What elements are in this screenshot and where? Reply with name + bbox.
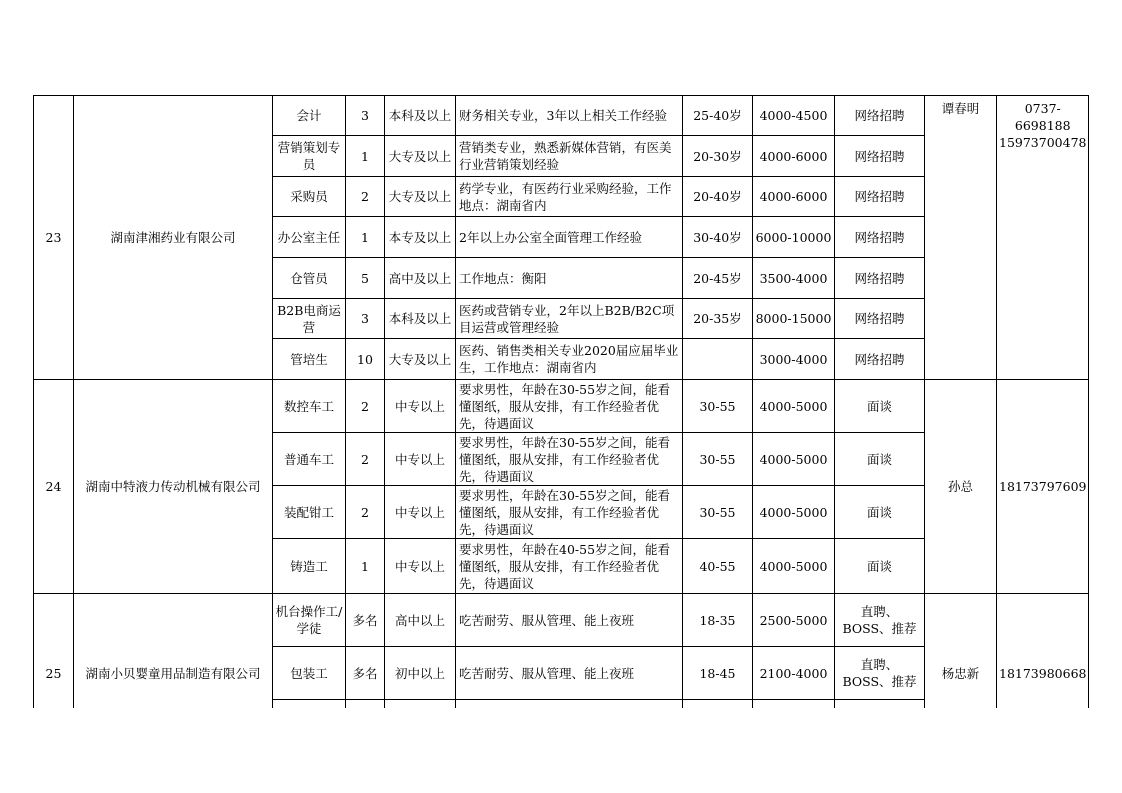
phone-line: 18173980668 [999, 665, 1087, 681]
job-salary: 4000-4500 [753, 96, 835, 136]
job-education: 初中以上 [385, 647, 456, 700]
job-position: 数控车工 [273, 380, 346, 433]
job-count: 10 [346, 339, 385, 380]
job-salary: 8000-15000 [753, 299, 835, 339]
job-channel: 直聘、BOSS、推荐 [835, 647, 925, 700]
job-education: 中专以上 [385, 486, 456, 539]
job-requirement: 要求男性，年龄在30-55岁之间，能看懂图纸，服从安排，有工作经验者优先，待遇面议 [456, 486, 683, 539]
job-requirement [456, 700, 683, 709]
job-salary: 4000-5000 [753, 539, 835, 594]
job-education: 本科及以上 [385, 96, 456, 136]
job-education: 大专及以上 [385, 177, 456, 217]
job-count: 1 [346, 217, 385, 258]
phone-line: 0737-6698188 [1014, 101, 1071, 133]
company-name: 湖南小贝婴童用品制造有限公司 [74, 594, 273, 709]
job-channel: 网络招聘 [835, 217, 925, 258]
job-requirement: 工作地点：衡阳 [456, 258, 683, 299]
job-position: 管培生 [273, 339, 346, 380]
job-education: 高中及以上 [385, 258, 456, 299]
table-row [34, 96, 1089, 136]
job-requirement: 要求男性，年龄在30-55岁之间，能看懂图纸，服从安排，有工作经验者优先，待遇面议 [456, 380, 683, 433]
job-position: 采购员 [273, 177, 346, 217]
job-channel: 网络招聘 [835, 177, 925, 217]
job-count: 3 [346, 96, 385, 136]
job-education: 大专及以上 [385, 136, 456, 177]
job-count [346, 700, 385, 709]
job-requirement: 要求男性，年龄在40-55岁之间，能看懂图纸，服从安排，有工作经验者优先，待遇面议 [456, 539, 683, 594]
job-salary: 6000-10000 [753, 217, 835, 258]
job-age [683, 700, 753, 709]
job-salary: 3500-4000 [753, 258, 835, 299]
job-channel: 网络招聘 [835, 299, 925, 339]
job-age [683, 339, 753, 380]
job-salary: 4000-6000 [753, 136, 835, 177]
company-number: 23 [34, 96, 74, 380]
job-salary: 2100-4000 [753, 647, 835, 700]
job-education: 中专以上 [385, 380, 456, 433]
contact-person: 谭春明 [925, 96, 997, 380]
job-age: 30-55 [683, 486, 753, 539]
job-age: 25-40岁 [683, 96, 753, 136]
job-channel: 网络招聘 [835, 339, 925, 380]
job-channel: 面谈 [835, 486, 925, 539]
job-position: 机台操作工/学徒 [273, 594, 346, 647]
job-requirement: 吃苦耐劳、服从管理、能上夜班 [456, 647, 683, 700]
job-channel: 网络招聘 [835, 136, 925, 177]
job-requirement: 营销类专业，熟悉新媒体营销，有医美行业营销策划经验 [456, 136, 683, 177]
job-salary: 4000-5000 [753, 486, 835, 539]
job-count: 2 [346, 177, 385, 217]
job-salary [753, 700, 835, 709]
job-count: 2 [346, 486, 385, 539]
job-age: 18-45 [683, 647, 753, 700]
company-number: 25 [34, 594, 74, 709]
job-position: 会计 [273, 96, 346, 136]
job-requirement: 吃苦耐劳、服从管理、能上夜班 [456, 594, 683, 647]
company-name: 湖南中特液力传动机械有限公司 [74, 380, 273, 594]
table-row [34, 594, 1089, 647]
recruitment-table [33, 95, 1089, 708]
table-body [34, 96, 1089, 709]
contact-person: 杨忠新 [925, 594, 997, 709]
job-position: 办公室主任 [273, 217, 346, 258]
job-age: 20-35岁 [683, 299, 753, 339]
company-number: 24 [34, 380, 74, 594]
job-count: 多名 [346, 647, 385, 700]
job-salary: 4000-5000 [753, 433, 835, 486]
job-channel: 网络招聘 [835, 96, 925, 136]
job-count: 5 [346, 258, 385, 299]
job-salary: 4000-5000 [753, 380, 835, 433]
job-position: 营销策划专员 [273, 136, 346, 177]
job-requirement: 药学专业，有医药行业采购经验，工作地点：湖南省内 [456, 177, 683, 217]
job-age: 30-40岁 [683, 217, 753, 258]
job-requirement: 医药或营销专业，2年以上B2B/B2C项目运营或管理经验 [456, 299, 683, 339]
job-education: 本专及以上 [385, 217, 456, 258]
job-salary: 3000-4000 [753, 339, 835, 380]
job-requirement: 2年以上办公室全面管理工作经验 [456, 217, 683, 258]
job-count: 2 [346, 380, 385, 433]
company-name: 湖南津湘药业有限公司 [74, 96, 273, 380]
job-age: 40-55 [683, 539, 753, 594]
contact-phone [997, 594, 1089, 709]
job-requirement: 要求男性，年龄在30-55岁之间，能看懂图纸，服从安排，有工作经验者优先，待遇面议 [456, 433, 683, 486]
job-position: 包装工 [273, 647, 346, 700]
job-education: 大专及以上 [385, 339, 456, 380]
job-requirement: 财务相关专业，3年以上相关工作经验 [456, 96, 683, 136]
job-count: 多名 [346, 594, 385, 647]
job-age: 18-35 [683, 594, 753, 647]
job-age: 20-45岁 [683, 258, 753, 299]
job-requirement: 医药、销售类相关专业2020届应届毕业生，工作地点：湖南省内 [456, 339, 683, 380]
job-age: 30-55 [683, 433, 753, 486]
job-channel: 直聘、BOSS、推荐 [835, 594, 925, 647]
job-education: 中专以上 [385, 433, 456, 486]
table-row [34, 380, 1089, 433]
job-education: 本科及以上 [385, 299, 456, 339]
job-channel: 面谈 [835, 433, 925, 486]
job-count: 2 [346, 433, 385, 486]
job-position: 普通车工 [273, 433, 346, 486]
job-count: 1 [346, 136, 385, 177]
job-salary: 2500-5000 [753, 594, 835, 647]
contact-person: 孙总 [925, 380, 997, 594]
job-salary: 4000-6000 [753, 177, 835, 217]
phone-line: 18173797609 [999, 479, 1087, 494]
contact-phone [997, 96, 1089, 380]
job-count: 3 [346, 299, 385, 339]
job-count: 1 [346, 539, 385, 594]
job-education: 中专以上 [385, 539, 456, 594]
job-position: 仓管员 [273, 258, 346, 299]
contact-phone [997, 380, 1089, 594]
job-age: 20-40岁 [683, 177, 753, 217]
job-channel [835, 700, 925, 709]
job-age: 30-55 [683, 380, 753, 433]
job-channel: 面谈 [835, 539, 925, 594]
job-age: 20-30岁 [683, 136, 753, 177]
phone-line: 15973700478 [999, 135, 1087, 150]
job-channel: 网络招聘 [835, 258, 925, 299]
job-position [273, 700, 346, 709]
job-education [385, 700, 456, 709]
job-channel: 面谈 [835, 380, 925, 433]
job-position: B2B电商运营 [273, 299, 346, 339]
job-position: 装配钳工 [273, 486, 346, 539]
job-position: 铸造工 [273, 539, 346, 594]
job-education: 高中以上 [385, 594, 456, 647]
